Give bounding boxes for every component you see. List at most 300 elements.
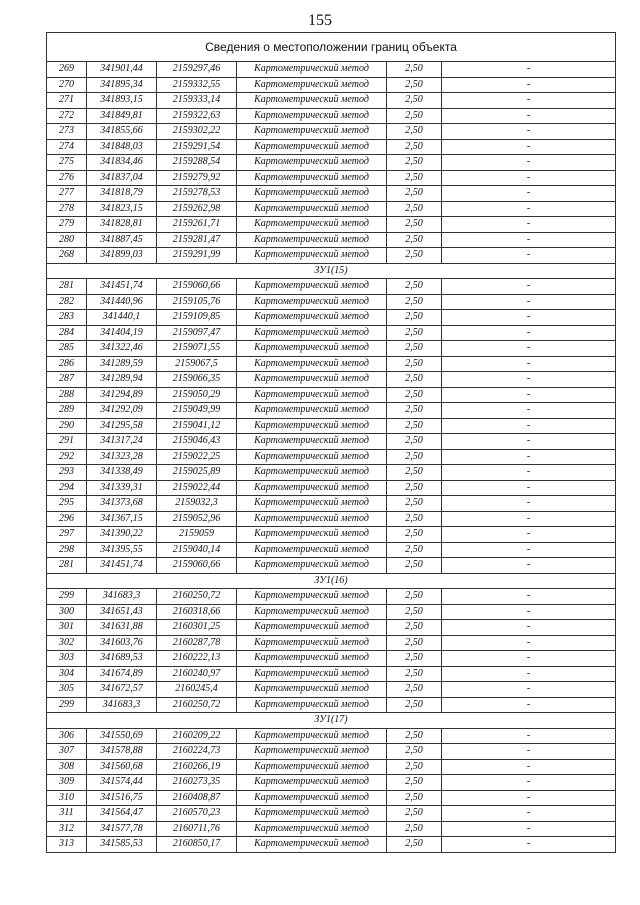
point-number-cell: 279 bbox=[47, 217, 87, 233]
y-coordinate-cell: 2159322,63 bbox=[157, 108, 237, 124]
method-cell: Картометрический метод bbox=[237, 434, 387, 450]
method-cell: Картометрический метод bbox=[237, 139, 387, 155]
table-row bbox=[47, 418, 616, 434]
point-number-cell: 281 bbox=[47, 558, 87, 574]
point-number-cell: 312 bbox=[47, 821, 87, 837]
method-cell: Картометрический метод bbox=[237, 480, 387, 496]
accuracy-cell: 2,50 bbox=[387, 248, 442, 264]
x-coordinate-cell: 341895,34 bbox=[87, 77, 157, 93]
table-row bbox=[47, 124, 616, 140]
point-number-cell: 268 bbox=[47, 248, 87, 264]
table-row bbox=[47, 294, 616, 310]
description-cell: - bbox=[442, 542, 616, 558]
method-cell: Картометрический метод bbox=[237, 93, 387, 109]
x-coordinate-cell: 341373,68 bbox=[87, 496, 157, 512]
accuracy-cell: 2,50 bbox=[387, 558, 442, 574]
point-number-cell: 272 bbox=[47, 108, 87, 124]
description-cell: - bbox=[442, 387, 616, 403]
x-coordinate-cell: 341893,15 bbox=[87, 93, 157, 109]
method-cell: Картометрический метод bbox=[237, 310, 387, 326]
point-number-cell: 313 bbox=[47, 837, 87, 853]
method-cell: Картометрический метод bbox=[237, 635, 387, 651]
table-row bbox=[47, 511, 616, 527]
accuracy-cell: 2,50 bbox=[387, 527, 442, 543]
table-row bbox=[47, 310, 616, 326]
point-number-cell: 297 bbox=[47, 527, 87, 543]
x-coordinate-cell: 341899,03 bbox=[87, 248, 157, 264]
accuracy-cell: 2,50 bbox=[387, 697, 442, 713]
point-number-cell: 270 bbox=[47, 77, 87, 93]
method-cell: Картометрический метод bbox=[237, 170, 387, 186]
accuracy-cell: 2,50 bbox=[387, 356, 442, 372]
description-cell: - bbox=[442, 496, 616, 512]
point-number-cell: 276 bbox=[47, 170, 87, 186]
y-coordinate-cell: 2159261,71 bbox=[157, 217, 237, 233]
y-coordinate-cell: 2159302,22 bbox=[157, 124, 237, 140]
y-coordinate-cell: 2159059 bbox=[157, 527, 237, 543]
y-coordinate-cell: 2160318,66 bbox=[157, 604, 237, 620]
accuracy-cell: 2,50 bbox=[387, 139, 442, 155]
accuracy-cell: 2,50 bbox=[387, 604, 442, 620]
method-cell: Картометрический метод bbox=[237, 124, 387, 140]
x-coordinate-cell: 341828,81 bbox=[87, 217, 157, 233]
point-number-cell: 299 bbox=[47, 697, 87, 713]
point-number-cell: 280 bbox=[47, 232, 87, 248]
y-coordinate-cell: 2159022,25 bbox=[157, 449, 237, 465]
y-coordinate-cell: 2159067,5 bbox=[157, 356, 237, 372]
x-coordinate-cell: 341339,31 bbox=[87, 480, 157, 496]
accuracy-cell: 2,50 bbox=[387, 744, 442, 760]
description-cell: - bbox=[442, 155, 616, 171]
method-cell: Картометрический метод bbox=[237, 604, 387, 620]
method-cell: Картометрический метод bbox=[237, 356, 387, 372]
y-coordinate-cell: 2159025,89 bbox=[157, 465, 237, 481]
x-coordinate-cell: 341564,47 bbox=[87, 806, 157, 822]
description-cell: - bbox=[442, 186, 616, 202]
section-label: ЗУ1(15) bbox=[47, 263, 616, 279]
table-row bbox=[47, 372, 616, 388]
x-coordinate-cell: 341294,89 bbox=[87, 387, 157, 403]
table-row bbox=[47, 821, 616, 837]
table-row bbox=[47, 201, 616, 217]
page-number: 155 bbox=[308, 12, 332, 29]
y-coordinate-cell: 2160245,4 bbox=[157, 682, 237, 698]
accuracy-cell: 2,50 bbox=[387, 310, 442, 326]
description-cell: - bbox=[442, 558, 616, 574]
method-cell: Картометрический метод bbox=[237, 232, 387, 248]
table-row bbox=[47, 651, 616, 667]
accuracy-cell: 2,50 bbox=[387, 372, 442, 388]
x-coordinate-cell: 341323,28 bbox=[87, 449, 157, 465]
point-number-cell: 269 bbox=[47, 62, 87, 78]
description-cell: - bbox=[442, 108, 616, 124]
x-coordinate-cell: 341550,69 bbox=[87, 728, 157, 744]
table-row bbox=[47, 170, 616, 186]
y-coordinate-cell: 2160250,72 bbox=[157, 697, 237, 713]
point-number-cell: 295 bbox=[47, 496, 87, 512]
point-number-cell: 284 bbox=[47, 325, 87, 341]
point-number-cell: 277 bbox=[47, 186, 87, 202]
accuracy-cell: 2,50 bbox=[387, 186, 442, 202]
accuracy-cell: 2,50 bbox=[387, 759, 442, 775]
description-cell: - bbox=[442, 790, 616, 806]
y-coordinate-cell: 2160287,78 bbox=[157, 635, 237, 651]
point-number-cell: 273 bbox=[47, 124, 87, 140]
y-coordinate-cell: 2159291,99 bbox=[157, 248, 237, 264]
method-cell: Картометрический метод bbox=[237, 558, 387, 574]
y-coordinate-cell: 2159049,99 bbox=[157, 403, 237, 419]
method-cell: Картометрический метод bbox=[237, 62, 387, 78]
table-row bbox=[47, 775, 616, 791]
point-number-cell: 274 bbox=[47, 139, 87, 155]
description-cell: - bbox=[442, 434, 616, 450]
x-coordinate-cell: 341672,57 bbox=[87, 682, 157, 698]
x-coordinate-cell: 341404,19 bbox=[87, 325, 157, 341]
description-cell: - bbox=[442, 325, 616, 341]
method-cell: Картометрический метод bbox=[237, 341, 387, 357]
accuracy-cell: 2,50 bbox=[387, 542, 442, 558]
method-cell: Картометрический метод bbox=[237, 837, 387, 853]
point-number-cell: 301 bbox=[47, 620, 87, 636]
table-row bbox=[47, 387, 616, 403]
point-number-cell: 291 bbox=[47, 434, 87, 450]
accuracy-cell: 2,50 bbox=[387, 635, 442, 651]
table-row bbox=[47, 186, 616, 202]
point-number-cell: 298 bbox=[47, 542, 87, 558]
point-number-cell: 286 bbox=[47, 356, 87, 372]
y-coordinate-cell: 2159050,29 bbox=[157, 387, 237, 403]
point-number-cell: 303 bbox=[47, 651, 87, 667]
table-row bbox=[47, 604, 616, 620]
table-row bbox=[47, 325, 616, 341]
accuracy-cell: 2,50 bbox=[387, 682, 442, 698]
point-number-cell: 305 bbox=[47, 682, 87, 698]
table-header-row bbox=[47, 33, 616, 62]
y-coordinate-cell: 2159281,47 bbox=[157, 232, 237, 248]
x-coordinate-cell: 341440,1 bbox=[87, 310, 157, 326]
point-number-cell: 310 bbox=[47, 790, 87, 806]
point-number-cell: 309 bbox=[47, 775, 87, 791]
point-number-cell: 294 bbox=[47, 480, 87, 496]
x-coordinate-cell: 341674,89 bbox=[87, 666, 157, 682]
table-row bbox=[47, 232, 616, 248]
table-row bbox=[47, 589, 616, 605]
description-cell: - bbox=[442, 682, 616, 698]
method-cell: Картометрический метод bbox=[237, 325, 387, 341]
point-number-cell: 292 bbox=[47, 449, 87, 465]
method-cell: Картометрический метод bbox=[237, 186, 387, 202]
section-header-row bbox=[47, 713, 616, 729]
x-coordinate-cell: 341395,55 bbox=[87, 542, 157, 558]
table-row bbox=[47, 155, 616, 171]
x-coordinate-cell: 341683,3 bbox=[87, 589, 157, 605]
x-coordinate-cell: 341295,58 bbox=[87, 418, 157, 434]
x-coordinate-cell: 341834,46 bbox=[87, 155, 157, 171]
y-coordinate-cell: 2159278,53 bbox=[157, 186, 237, 202]
table-row bbox=[47, 744, 616, 760]
point-number-cell: 285 bbox=[47, 341, 87, 357]
x-coordinate-cell: 341585,53 bbox=[87, 837, 157, 853]
method-cell: Картометрический метод bbox=[237, 744, 387, 760]
x-coordinate-cell: 341901,44 bbox=[87, 62, 157, 78]
description-cell: - bbox=[442, 310, 616, 326]
table-row bbox=[47, 682, 616, 698]
accuracy-cell: 2,50 bbox=[387, 449, 442, 465]
x-coordinate-cell: 341577,78 bbox=[87, 821, 157, 837]
method-cell: Картометрический метод bbox=[237, 821, 387, 837]
y-coordinate-cell: 2160224,73 bbox=[157, 744, 237, 760]
y-coordinate-cell: 2160273,35 bbox=[157, 775, 237, 791]
point-number-cell: 289 bbox=[47, 403, 87, 419]
description-cell: - bbox=[442, 356, 616, 372]
x-coordinate-cell: 341603,76 bbox=[87, 635, 157, 651]
y-coordinate-cell: 2160711,76 bbox=[157, 821, 237, 837]
description-cell: - bbox=[442, 62, 616, 78]
accuracy-cell: 2,50 bbox=[387, 496, 442, 512]
table-row bbox=[47, 759, 616, 775]
description-cell: - bbox=[442, 232, 616, 248]
accuracy-cell: 2,50 bbox=[387, 93, 442, 109]
accuracy-cell: 2,50 bbox=[387, 294, 442, 310]
boundary-table bbox=[46, 32, 616, 853]
table-row bbox=[47, 62, 616, 78]
x-coordinate-cell: 341823,15 bbox=[87, 201, 157, 217]
accuracy-cell: 2,50 bbox=[387, 806, 442, 822]
accuracy-cell: 2,50 bbox=[387, 403, 442, 419]
y-coordinate-cell: 2160250,72 bbox=[157, 589, 237, 605]
y-coordinate-cell: 2159262,98 bbox=[157, 201, 237, 217]
point-number-cell: 275 bbox=[47, 155, 87, 171]
accuracy-cell: 2,50 bbox=[387, 434, 442, 450]
x-coordinate-cell: 341289,94 bbox=[87, 372, 157, 388]
table-row bbox=[47, 77, 616, 93]
y-coordinate-cell: 2159071,55 bbox=[157, 341, 237, 357]
y-coordinate-cell: 2159297,46 bbox=[157, 62, 237, 78]
y-coordinate-cell: 2159332,55 bbox=[157, 77, 237, 93]
method-cell: Картометрический метод bbox=[237, 403, 387, 419]
x-coordinate-cell: 341887,45 bbox=[87, 232, 157, 248]
y-coordinate-cell: 2159052,96 bbox=[157, 511, 237, 527]
y-coordinate-cell: 2159060,66 bbox=[157, 279, 237, 295]
point-number-cell: 271 bbox=[47, 93, 87, 109]
y-coordinate-cell: 2160850,17 bbox=[157, 837, 237, 853]
description-cell: - bbox=[442, 403, 616, 419]
y-coordinate-cell: 2159333,14 bbox=[157, 93, 237, 109]
table-row bbox=[47, 341, 616, 357]
x-coordinate-cell: 341560,68 bbox=[87, 759, 157, 775]
method-cell: Картометрический метод bbox=[237, 542, 387, 558]
method-cell: Картометрический метод bbox=[237, 511, 387, 527]
x-coordinate-cell: 341855,66 bbox=[87, 124, 157, 140]
description-cell: - bbox=[442, 697, 616, 713]
point-number-cell: 287 bbox=[47, 372, 87, 388]
description-cell: - bbox=[442, 744, 616, 760]
accuracy-cell: 2,50 bbox=[387, 77, 442, 93]
x-coordinate-cell: 341683,3 bbox=[87, 697, 157, 713]
table-row bbox=[47, 635, 616, 651]
description-cell: - bbox=[442, 775, 616, 791]
table-row bbox=[47, 434, 616, 450]
x-coordinate-cell: 341516,75 bbox=[87, 790, 157, 806]
description-cell: - bbox=[442, 77, 616, 93]
method-cell: Картометрический метод bbox=[237, 279, 387, 295]
x-coordinate-cell: 341631,88 bbox=[87, 620, 157, 636]
method-cell: Картометрический метод bbox=[237, 790, 387, 806]
method-cell: Картометрический метод bbox=[237, 651, 387, 667]
y-coordinate-cell: 2159046,43 bbox=[157, 434, 237, 450]
description-cell: - bbox=[442, 93, 616, 109]
description-cell: - bbox=[442, 589, 616, 605]
description-cell: - bbox=[442, 480, 616, 496]
description-cell: - bbox=[442, 728, 616, 744]
accuracy-cell: 2,50 bbox=[387, 108, 442, 124]
point-number-cell: 278 bbox=[47, 201, 87, 217]
method-cell: Картометрический метод bbox=[237, 775, 387, 791]
accuracy-cell: 2,50 bbox=[387, 651, 442, 667]
method-cell: Картометрический метод bbox=[237, 806, 387, 822]
y-coordinate-cell: 2160240,97 bbox=[157, 666, 237, 682]
accuracy-cell: 2,50 bbox=[387, 511, 442, 527]
accuracy-cell: 2,50 bbox=[387, 387, 442, 403]
y-coordinate-cell: 2159022,44 bbox=[157, 480, 237, 496]
accuracy-cell: 2,50 bbox=[387, 325, 442, 341]
accuracy-cell: 2,50 bbox=[387, 465, 442, 481]
table-row bbox=[47, 279, 616, 295]
point-number-cell: 311 bbox=[47, 806, 87, 822]
method-cell: Картометрический метод bbox=[237, 248, 387, 264]
x-coordinate-cell: 341651,43 bbox=[87, 604, 157, 620]
description-cell: - bbox=[442, 635, 616, 651]
table-row bbox=[47, 217, 616, 233]
method-cell: Картометрический метод bbox=[237, 108, 387, 124]
table-row bbox=[47, 449, 616, 465]
accuracy-cell: 2,50 bbox=[387, 821, 442, 837]
accuracy-cell: 2,50 bbox=[387, 217, 442, 233]
method-cell: Картометрический метод bbox=[237, 682, 387, 698]
description-cell: - bbox=[442, 620, 616, 636]
table-row bbox=[47, 558, 616, 574]
description-cell: - bbox=[442, 666, 616, 682]
table-row bbox=[47, 620, 616, 636]
section-label: ЗУ1(16) bbox=[47, 573, 616, 589]
accuracy-cell: 2,50 bbox=[387, 124, 442, 140]
accuracy-cell: 2,50 bbox=[387, 790, 442, 806]
x-coordinate-cell: 341578,88 bbox=[87, 744, 157, 760]
point-number-cell: 288 bbox=[47, 387, 87, 403]
table-row bbox=[47, 806, 616, 822]
method-cell: Картометрический метод bbox=[237, 449, 387, 465]
description-cell: - bbox=[442, 201, 616, 217]
y-coordinate-cell: 2159041,12 bbox=[157, 418, 237, 434]
x-coordinate-cell: 341818,79 bbox=[87, 186, 157, 202]
y-coordinate-cell: 2159291,54 bbox=[157, 139, 237, 155]
x-coordinate-cell: 341322,46 bbox=[87, 341, 157, 357]
description-cell: - bbox=[442, 418, 616, 434]
table-row bbox=[47, 403, 616, 419]
accuracy-cell: 2,50 bbox=[387, 620, 442, 636]
x-coordinate-cell: 341451,74 bbox=[87, 279, 157, 295]
table-row bbox=[47, 480, 616, 496]
point-number-cell: 304 bbox=[47, 666, 87, 682]
y-coordinate-cell: 2160222,13 bbox=[157, 651, 237, 667]
section-header-row bbox=[47, 573, 616, 589]
point-number-cell: 306 bbox=[47, 728, 87, 744]
y-coordinate-cell: 2159066,35 bbox=[157, 372, 237, 388]
method-cell: Картометрический метод bbox=[237, 759, 387, 775]
point-number-cell: 296 bbox=[47, 511, 87, 527]
description-cell: - bbox=[442, 294, 616, 310]
description-cell: - bbox=[442, 527, 616, 543]
x-coordinate-cell: 341390,22 bbox=[87, 527, 157, 543]
accuracy-cell: 2,50 bbox=[387, 775, 442, 791]
method-cell: Картометрический метод bbox=[237, 77, 387, 93]
table-row bbox=[47, 837, 616, 853]
y-coordinate-cell: 2159279,92 bbox=[157, 170, 237, 186]
description-cell: - bbox=[442, 372, 616, 388]
description-cell: - bbox=[442, 248, 616, 264]
method-cell: Картометрический метод bbox=[237, 418, 387, 434]
x-coordinate-cell: 341289,59 bbox=[87, 356, 157, 372]
x-coordinate-cell: 341574,44 bbox=[87, 775, 157, 791]
point-number-cell: 300 bbox=[47, 604, 87, 620]
accuracy-cell: 2,50 bbox=[387, 837, 442, 853]
accuracy-cell: 2,50 bbox=[387, 232, 442, 248]
table-row bbox=[47, 108, 616, 124]
table-row bbox=[47, 790, 616, 806]
y-coordinate-cell: 2159288,54 bbox=[157, 155, 237, 171]
y-coordinate-cell: 2160408,87 bbox=[157, 790, 237, 806]
description-cell: - bbox=[442, 217, 616, 233]
accuracy-cell: 2,50 bbox=[387, 201, 442, 217]
description-cell: - bbox=[442, 170, 616, 186]
description-cell: - bbox=[442, 449, 616, 465]
x-coordinate-cell: 341292,09 bbox=[87, 403, 157, 419]
point-number-cell: 299 bbox=[47, 589, 87, 605]
x-coordinate-cell: 341837,04 bbox=[87, 170, 157, 186]
method-cell: Картометрический метод bbox=[237, 666, 387, 682]
method-cell: Картометрический метод bbox=[237, 589, 387, 605]
section-label: ЗУ1(17) bbox=[47, 713, 616, 729]
table-row bbox=[47, 139, 616, 155]
x-coordinate-cell: 341367,15 bbox=[87, 511, 157, 527]
y-coordinate-cell: 2160209,22 bbox=[157, 728, 237, 744]
method-cell: Картометрический метод bbox=[237, 155, 387, 171]
section-header-row bbox=[47, 263, 616, 279]
method-cell: Картометрический метод bbox=[237, 294, 387, 310]
accuracy-cell: 2,50 bbox=[387, 480, 442, 496]
description-cell: - bbox=[442, 806, 616, 822]
method-cell: Картометрический метод bbox=[237, 465, 387, 481]
method-cell: Картометрический метод bbox=[237, 728, 387, 744]
y-coordinate-cell: 2159060,66 bbox=[157, 558, 237, 574]
y-coordinate-cell: 2159040,14 bbox=[157, 542, 237, 558]
description-cell: - bbox=[442, 821, 616, 837]
description-cell: - bbox=[442, 341, 616, 357]
y-coordinate-cell: 2160301,25 bbox=[157, 620, 237, 636]
method-cell: Картометрический метод bbox=[237, 387, 387, 403]
table-row bbox=[47, 697, 616, 713]
point-number-cell: 302 bbox=[47, 635, 87, 651]
point-number-cell: 307 bbox=[47, 744, 87, 760]
x-coordinate-cell: 341689,53 bbox=[87, 651, 157, 667]
accuracy-cell: 2,50 bbox=[387, 418, 442, 434]
table-row bbox=[47, 356, 616, 372]
y-coordinate-cell: 2159105,76 bbox=[157, 294, 237, 310]
table-row bbox=[47, 93, 616, 109]
description-cell: - bbox=[442, 651, 616, 667]
accuracy-cell: 2,50 bbox=[387, 170, 442, 186]
table-row bbox=[47, 465, 616, 481]
